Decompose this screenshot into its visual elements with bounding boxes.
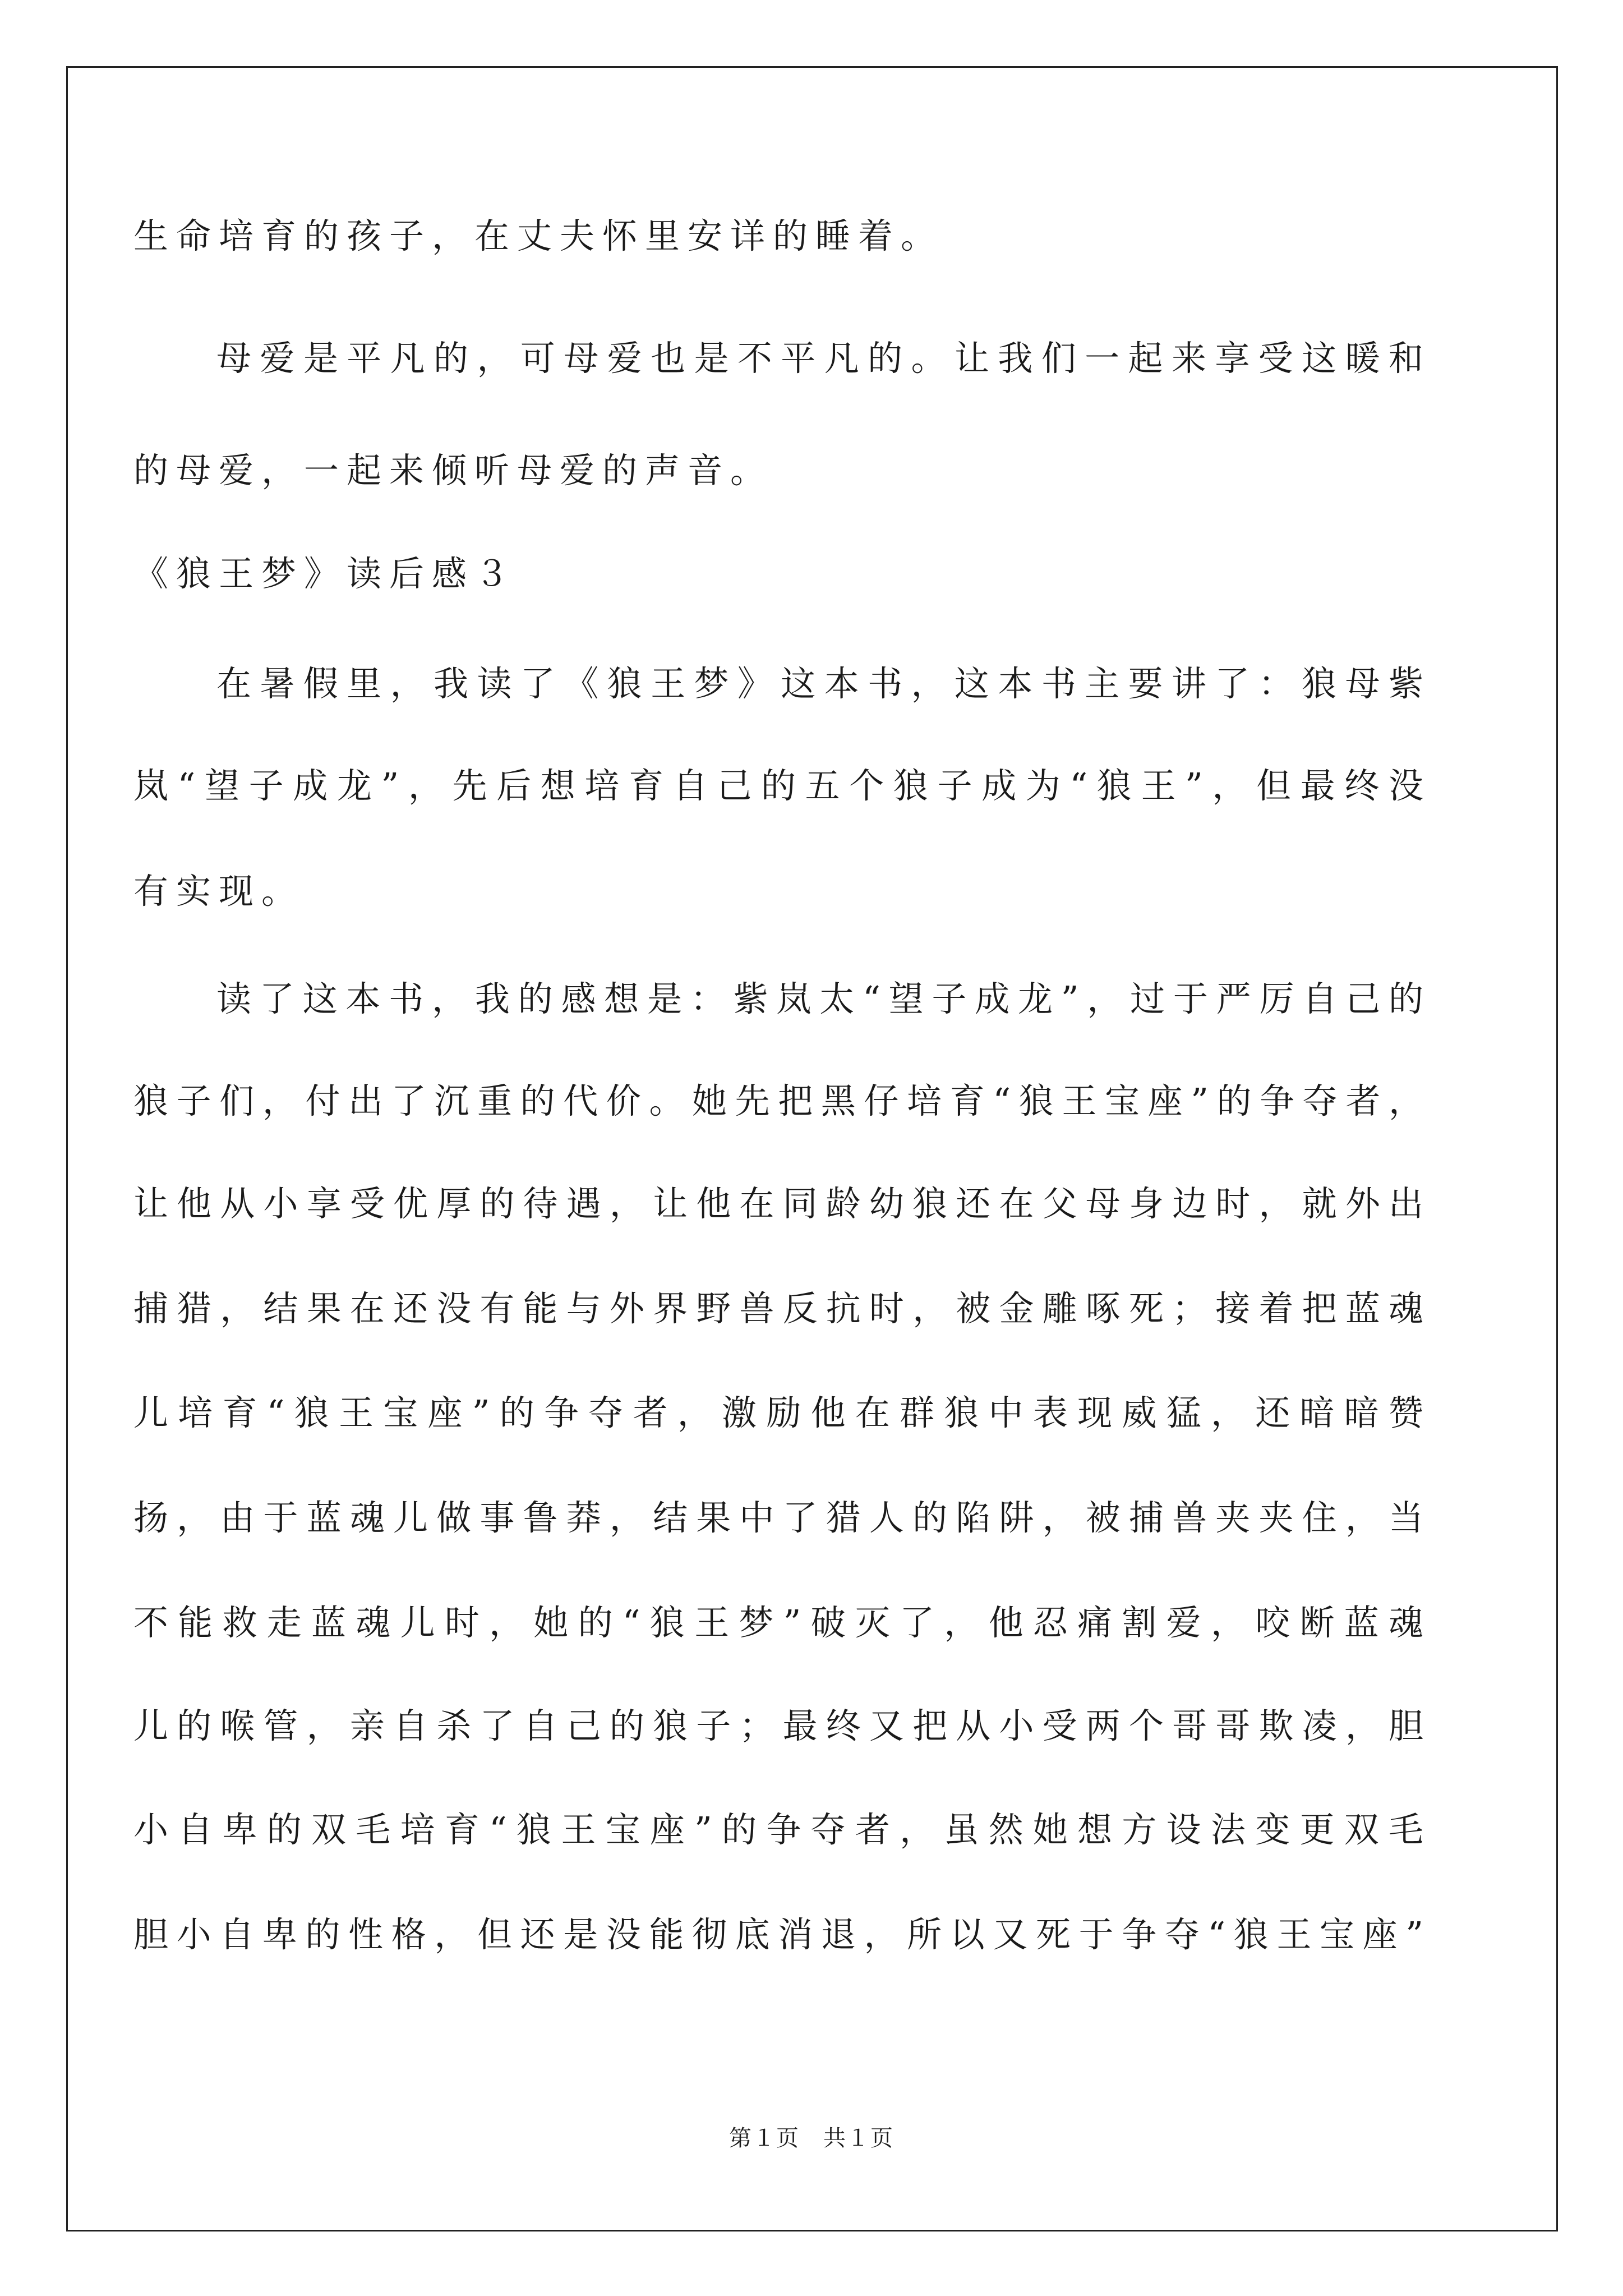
- page-border: [66, 66, 1558, 2231]
- text-line: 岚“望子成龙”，先后想培育自己的五个狼子成为“狼王”，但最终没: [133, 765, 1423, 806]
- text-line: 胆小自卑的性格，但还是没能彻底消退，所以又死于争夺“狼王宝座”: [133, 1914, 1423, 1955]
- paragraph-first-line: 母爱是平凡的，可母爱也是不平凡的。让我们一起来享受这暖和: [216, 338, 1423, 379]
- text-line: 有实现。: [133, 871, 305, 912]
- text-line: 扬，由于蓝魂儿做事鲁莽，结果中了猎人的陷阱，被捕兽夹夹住，当: [133, 1497, 1423, 1538]
- text-line: 小自卑的双毛培育“狼王宝座”的争夺者，虽然她想方设法变更双毛: [133, 1809, 1423, 1850]
- page-number: 第１页 共１页: [729, 2125, 894, 2151]
- text-line: 儿的喉管，亲自杀了自己的狼子；最终又把从小受两个哥哥欺凌，胆: [133, 1705, 1423, 1746]
- paragraph-first-line: 读了这本书，我的感想是：紫岚太“望子成龙”，过于严厉自己的: [216, 978, 1423, 1019]
- text-line: 捕猎，结果在还没有能与外界野兽反抗时，被金雕啄死；接着把蓝魂: [133, 1288, 1423, 1329]
- paragraph-first-line: 在暑假里，我读了《狼王梦》这本书，这本书主要讲了：狼母紫: [216, 663, 1423, 704]
- text-line: 生命培育的孩子，在丈夫怀里安详的睡着。: [133, 215, 944, 256]
- text-line: 的母爱，一起来倾听母爱的声音。: [133, 450, 773, 491]
- text-line: 儿培育“狼王宝座”的争夺者，激励他在群狼中表现威猛，还暗暗赞: [133, 1392, 1423, 1433]
- text-line: 让他从小享受优厚的待遇，让他在同龄幼狼还在父母身边时，就外出: [133, 1183, 1423, 1224]
- text-line: 狼子们，付出了沉重的代价。她先把黑仔培育“狼王宝座”的争夺者，: [133, 1080, 1423, 1121]
- text-line: 不能救走蓝魂儿时，她的“狼王梦”破灭了，他忍痛割爱，咬断蓝魂: [133, 1602, 1423, 1643]
- section-heading: 《狼王梦》读后感３: [133, 553, 518, 594]
